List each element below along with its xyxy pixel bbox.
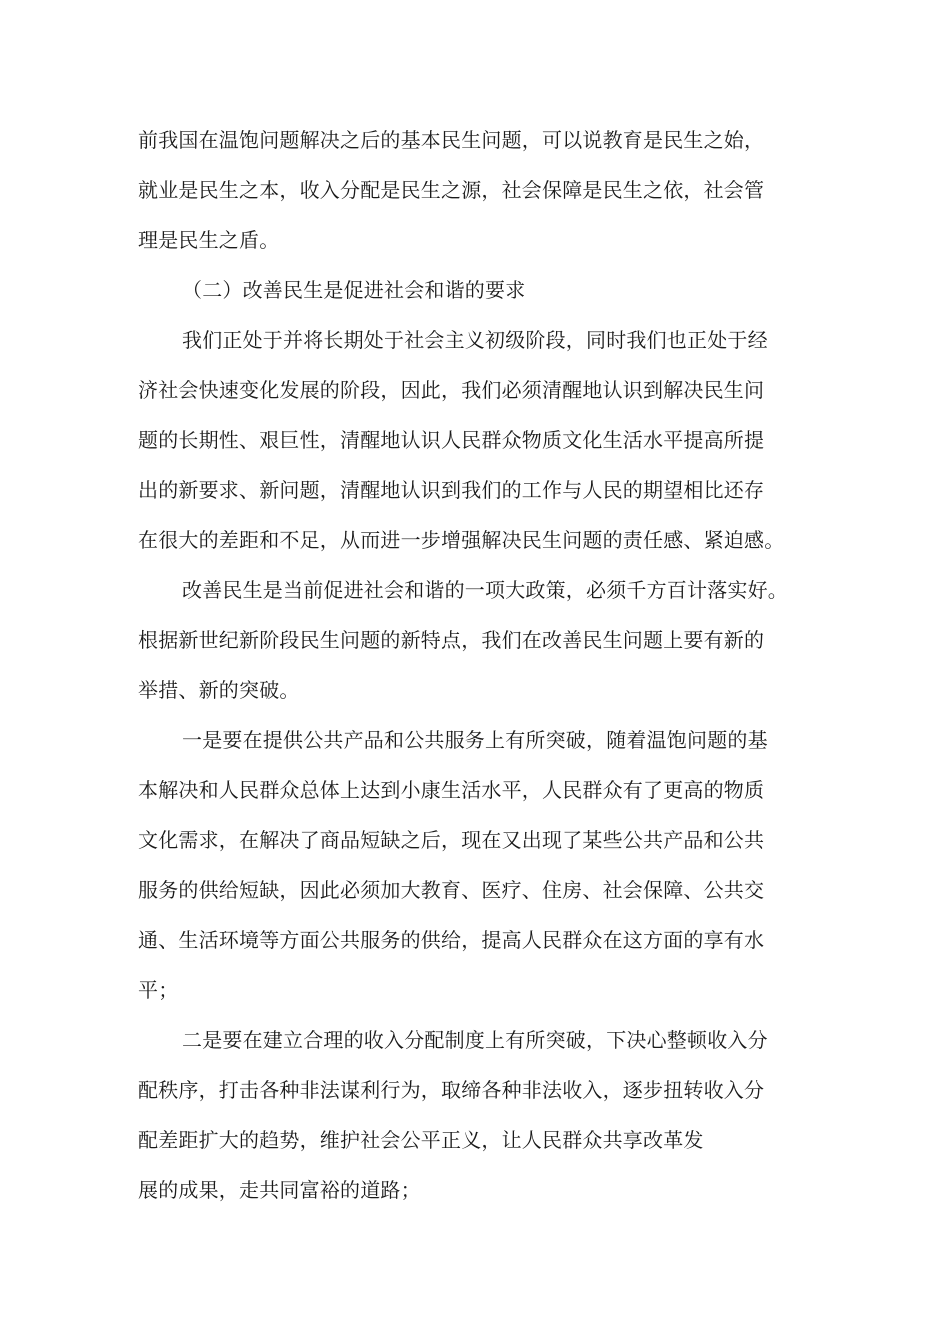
text-line: 配秩序，打击各种非法谋利行为，取缔各种非法收入，逐步扭转收入分 bbox=[138, 1078, 765, 1102]
text-line: 理是民生之盾。 bbox=[138, 228, 280, 252]
text-line: 举措、新的突破。 bbox=[138, 678, 300, 702]
text-line: 题的长期性、艰巨性，清醒地认识人民群众物质文化生活水平提高所提 bbox=[138, 428, 765, 452]
text-line: 二是要在建立合理的收入分配制度上有所突破，下决心整顿收入分 bbox=[182, 1028, 768, 1052]
text-line: 就业是民生之本，收入分配是民生之源，社会保障是民生之依，社会管 bbox=[138, 178, 765, 202]
text-line: 济社会快速变化发展的阶段，因此，我们必须清醒地认识到解决民生问 bbox=[138, 378, 765, 402]
text-line: 文化需求，在解决了商品短缺之后，现在又出现了某些公共产品和公共 bbox=[138, 828, 765, 852]
text-line: 我们正处于并将长期处于社会主义初级阶段，同时我们也正处于经 bbox=[182, 328, 768, 352]
text-line: 配差距扩大的趋势，维护社会公平正义，让人民群众共享改革发 bbox=[138, 1128, 704, 1152]
text-line: 改善民生是当前促进社会和谐的一项大政策，必须千方百计落实好。 bbox=[182, 578, 788, 602]
text-line: 通、生活环境等方面公共服务的供给，提高人民群众在这方面的享有水 bbox=[138, 928, 765, 952]
text-line: 根据新世纪新阶段民生问题的新特点，我们在改善民生问题上要有新的 bbox=[138, 628, 765, 652]
text-line: 本解决和人民群众总体上达到小康生活水平，人民群众有了更高的物质 bbox=[138, 778, 765, 802]
text-line: 平； bbox=[138, 978, 179, 1002]
text-line: 在很大的差距和不足，从而进一步增强解决民生问题的责任感、紧迫感。 bbox=[138, 528, 785, 552]
text-line: 服务的供给短缺，因此必须加大教育、医疗、住房、社会保障、公共交 bbox=[138, 878, 765, 902]
text-line: 展的成果，走共同富裕的道路； bbox=[138, 1178, 421, 1202]
text-line: 前我国在温饱问题解决之后的基本民生问题，可以说教育是民生之始， bbox=[138, 128, 765, 152]
section-heading: （二）改善民生是促进社会和谐的要求 bbox=[182, 278, 526, 302]
text-line: 出的新要求、新问题，清醒地认识到我们的工作与人民的期望相比还存 bbox=[138, 478, 765, 502]
text-line: 一是要在提供公共产品和公共服务上有所突破，随着温饱问题的基 bbox=[182, 728, 768, 752]
